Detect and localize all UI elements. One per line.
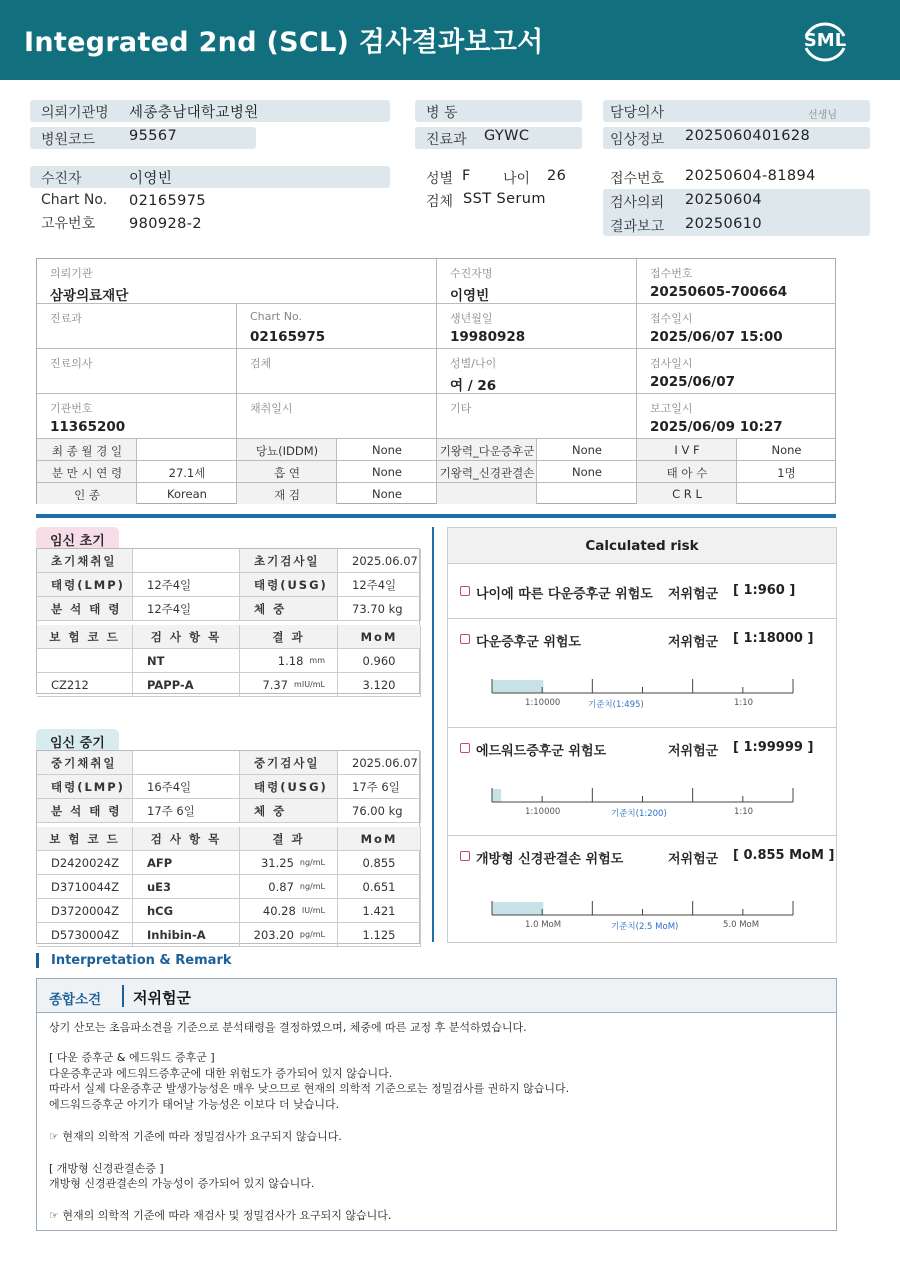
grid-report-dt-value: 2025/06/09 10:27 xyxy=(650,419,783,435)
grid-test-date-label: 검사일시 xyxy=(650,357,693,370)
trimester-cell: 2025.06.07 xyxy=(338,549,421,573)
req-label: 검사의뢰 xyxy=(610,195,665,211)
axis-reference-label: 기준치(1:495) xyxy=(588,700,644,710)
risk-group: 저위험군 xyxy=(668,635,719,650)
grid-smallcell xyxy=(337,439,437,461)
trimester-cell: 초기채취일 xyxy=(37,549,133,573)
insurance-code: CZ212 xyxy=(37,673,133,697)
grid-smallcell xyxy=(637,439,737,461)
grid-smallcell xyxy=(337,483,437,504)
risk-value: [ 1:960 ] xyxy=(733,583,796,598)
test-result xyxy=(240,899,338,923)
cell-test-date xyxy=(637,349,836,394)
cell-draw xyxy=(237,394,437,439)
grid-smallcell xyxy=(537,483,637,504)
grid-patient-value: 이영빈 xyxy=(450,288,490,304)
grid-smallcell-text: 분 만 시 연 령 xyxy=(51,466,123,480)
remark-line: 따라서 실제 다운증후군 발생가능성은 매우 낮으므로 현재의 의학적 기준으로는 정밀검사를 권하지 않습니다. xyxy=(49,1082,570,1095)
grid-smallcell xyxy=(737,483,836,504)
report-label: 결과보고 xyxy=(610,219,665,235)
trimester-head-cell: 보 험 코 드 xyxy=(37,625,133,649)
trimester-cell: 73.70 kg xyxy=(338,597,421,621)
remark-head xyxy=(37,979,836,1013)
grid-doctor-label: 진료의사 xyxy=(50,357,93,370)
test-name: uE3 xyxy=(133,875,240,899)
trimester-cell: 17주 6일 xyxy=(133,799,240,823)
grid-smallcell-text: None xyxy=(371,443,402,457)
patient-pill xyxy=(30,166,390,188)
test-result xyxy=(240,851,338,875)
grid-smallcell xyxy=(637,461,737,483)
vertical-divider xyxy=(432,527,434,942)
risk-bar-fill xyxy=(492,680,543,693)
grid-smallcell xyxy=(537,439,637,461)
risk-section xyxy=(448,728,836,836)
trimester-head-cell: 검 사 항 목 xyxy=(133,625,240,649)
remark-head-value: 저위험군 xyxy=(133,989,191,1007)
grid-birth-label: 생년월일 xyxy=(450,312,493,325)
trimester-cell: 중기채취일 xyxy=(37,751,133,775)
risk-section xyxy=(448,619,836,728)
grid-smallcell xyxy=(437,483,537,504)
remark-line: [ 다운 증후군 & 에드워드 증후군 ] xyxy=(49,1051,215,1064)
patient-label: 수진자 xyxy=(41,171,82,187)
id-label: 고유번호 xyxy=(41,216,96,232)
risk-value: [ 1:18000 ] xyxy=(733,631,814,646)
trimester-head-cell: 검 사 항 목 xyxy=(133,827,240,851)
trimester-cell: 태령(USG) xyxy=(240,775,338,799)
grid-sexage-value: 여 / 26 xyxy=(450,378,497,394)
grid-smallcell xyxy=(237,461,337,483)
trimester-cell: 12주4일 xyxy=(133,597,240,621)
risk-name: 나이에 따른 다운증후군 위험도 xyxy=(476,587,653,602)
trimester-cell xyxy=(133,751,240,775)
grid-smallcell-text: None xyxy=(771,443,802,457)
grid-smallcell-text: 태 아 수 xyxy=(666,466,708,480)
grid-birth-value: 19980928 xyxy=(450,329,526,345)
test-result xyxy=(240,649,338,673)
risk-group: 저위험군 xyxy=(668,587,719,602)
mom-value: 0.960 xyxy=(338,649,421,673)
grid-inst-no-value: 11365200 xyxy=(50,419,126,435)
hospital-value: 세종충남대학교병원 xyxy=(129,105,259,121)
grid-smallcell-text: 당뇨(IDDM) xyxy=(255,444,319,458)
trimester-cell: 초기검사일 xyxy=(240,549,338,573)
trimester-cell: 76.00 kg xyxy=(338,799,421,823)
axis-reference-label: 기준치(2.5 MoM) xyxy=(611,922,679,932)
grid-smallcell xyxy=(37,439,137,461)
axis-left-label: 1.0 MoM xyxy=(525,920,562,930)
mom-value: 3.120 xyxy=(338,673,421,697)
result-value: 7.37 xyxy=(262,677,289,692)
grid-smallcell-text: 27.1세 xyxy=(168,466,206,480)
grid-smallcell xyxy=(737,439,836,461)
test-name: AFP xyxy=(133,851,240,875)
checkbox-icon xyxy=(460,634,470,644)
mom-value: 0.651 xyxy=(338,875,421,899)
hospital-label: 의뢰기관명 xyxy=(41,105,109,121)
trimester-cell: 12주4일 xyxy=(338,573,421,597)
risk-value: [ 0.855 MoM ] xyxy=(733,848,835,863)
grid-smallcell-text: 재 검 xyxy=(274,488,300,502)
section-divider xyxy=(36,514,836,518)
trimester-cell: 중기검사일 xyxy=(240,751,338,775)
result-unit: mIU/mL xyxy=(294,680,325,689)
grid-smallcell-text: 기왕력_다운증후군 xyxy=(439,444,535,458)
chart-value: 02165975 xyxy=(129,193,207,209)
cell-chart xyxy=(237,304,437,349)
risk-title: Calculated risk xyxy=(448,528,836,564)
grid-smallcell-text: 기왕력_신경관결손 xyxy=(439,466,535,480)
test-result xyxy=(240,923,338,947)
remark-line: ☞ 현재의 의학적 기준에 따라 정밀검사가 요구되지 않습니다. xyxy=(49,1130,342,1143)
risk-bar-fill xyxy=(492,789,501,802)
cell-dept xyxy=(37,304,237,349)
institution-value: 삼광의료재단 xyxy=(50,288,129,304)
remark-head-sep xyxy=(122,985,124,1007)
risk-section xyxy=(448,565,836,619)
clinical-value: 2025060401628 xyxy=(685,128,811,144)
age-label: 나이 xyxy=(503,171,531,187)
id-value: 980928-2 xyxy=(129,216,203,232)
axis-left-label: 1:10000 xyxy=(525,807,561,817)
grid-patient-label: 수진자명 xyxy=(450,267,493,280)
trimester-cell: 17주 6일 xyxy=(338,775,421,799)
test-name: Inhibin-A xyxy=(133,923,240,947)
risk-group: 저위험군 xyxy=(668,744,719,759)
age-value: 26 xyxy=(547,168,567,184)
trimester-head-cell: 보 험 코 드 xyxy=(37,827,133,851)
risk-group: 저위험군 xyxy=(668,852,719,867)
grid-smallcell-text: None xyxy=(571,465,602,479)
cell-receipt-dt xyxy=(637,304,836,349)
trimester-cell: 태령(LMP) xyxy=(37,775,133,799)
grid-smallcell xyxy=(437,461,537,483)
remark-line: 에드워드증후군 아기가 태어날 가능성은 이보다 더 낮습니다. xyxy=(49,1098,340,1111)
grid-smallcell xyxy=(137,439,237,461)
first-trimester-table xyxy=(36,548,420,694)
grid-inst-no-label: 기관번호 xyxy=(50,402,93,415)
dept-label: 진료과 xyxy=(426,132,467,148)
grid-report-dt-label: 보고일시 xyxy=(650,402,693,415)
clinical-label: 임상정보 xyxy=(610,132,665,148)
first-tag: 임신 초기 xyxy=(36,527,119,549)
patient-value: 이영빈 xyxy=(129,171,173,187)
checkbox-icon xyxy=(460,743,470,753)
report-title: Integrated 2nd (SCL) 검사결과보고서 xyxy=(24,27,544,58)
grid-receipt-dt-value: 2025/06/07 15:00 xyxy=(650,329,783,345)
receipt-label: 접수번호 xyxy=(610,171,665,187)
trimester-cell: 16주4일 xyxy=(133,775,240,799)
dept-value: GYWC xyxy=(484,128,530,144)
mom-value: 0.855 xyxy=(338,851,421,875)
code-label: 병원코드 xyxy=(41,132,96,148)
grid-smallcell xyxy=(237,483,337,504)
trimester-cell: 태령(USG) xyxy=(240,573,338,597)
test-result xyxy=(240,673,338,697)
test-name: PAPP-A xyxy=(133,673,240,697)
insurance-code: D2420024Z xyxy=(37,851,133,875)
grid-sexage-label: 성별/나이 xyxy=(450,357,497,370)
insurance-code: D3720004Z xyxy=(37,899,133,923)
grid-smallcell xyxy=(337,461,437,483)
grid-smallcell xyxy=(137,483,237,504)
cell-doctor xyxy=(37,349,237,394)
risk-value: [ 1:99999 ] xyxy=(733,740,814,755)
test-name: hCG xyxy=(133,899,240,923)
trimester-cell xyxy=(133,549,240,573)
receipt-value: 20250604-81894 xyxy=(685,168,816,184)
trimester-cell: 체 중 xyxy=(240,799,338,823)
remark-line: [ 개방형 신경관결손증 ] xyxy=(49,1162,164,1175)
sex-label: 성별 xyxy=(426,171,454,187)
axis-reference-label: 기준치(1:200) xyxy=(611,809,667,819)
result-unit: pg/mL xyxy=(299,930,325,939)
cell-report-dt xyxy=(637,394,836,439)
grid-specimen-label: 검체 xyxy=(250,357,272,370)
doctor-suffix: 선생님 xyxy=(808,110,837,121)
grid-smallcell-text: None xyxy=(371,465,402,479)
grid-smallcell xyxy=(37,483,137,504)
test-name: NT xyxy=(133,649,240,673)
chart-label: Chart No. xyxy=(41,192,108,208)
mom-value: 1.125 xyxy=(338,923,421,947)
risk-section xyxy=(448,836,836,943)
grid-smallcell xyxy=(737,461,836,483)
cell-birth xyxy=(437,304,637,349)
remark-line: ☞ 현재의 의학적 기준에 따라 재검사 및 정밀검사가 요구되지 않습니다. xyxy=(49,1209,392,1222)
grid-smallcell-text: 최 종 월 경 일 xyxy=(51,444,123,458)
trimester-head-cell: MoM xyxy=(338,625,421,649)
grid-smallcell-text: None xyxy=(571,443,602,457)
cell-sexage xyxy=(437,349,637,394)
grid-smallcell xyxy=(37,461,137,483)
checkbox-icon xyxy=(460,586,470,596)
report-header xyxy=(0,0,900,80)
insurance-code: D5730004Z xyxy=(37,923,133,947)
risk-bar xyxy=(491,896,801,916)
grid-chart-value: 02165975 xyxy=(250,329,326,345)
remark-box xyxy=(36,978,837,1231)
grid-receipt-value: 20250605-700664 xyxy=(650,284,788,300)
grid-smallcell-text: C R L xyxy=(672,487,702,501)
req-value: 20250604 xyxy=(685,192,763,208)
grid-smallcell xyxy=(637,483,737,504)
remark-head-label: 종합소견 xyxy=(49,992,102,1008)
specimen-value: SST Serum xyxy=(463,191,546,207)
cell-receipt xyxy=(637,259,836,304)
report-value: 20250610 xyxy=(685,216,763,232)
axis-left-label: 1:10000 xyxy=(525,698,561,708)
risk-name: 개방형 신경관결손 위험도 xyxy=(476,852,624,867)
trimester-cell: 분 석 태 령 xyxy=(37,799,133,823)
trimester-head-cell: MoM xyxy=(338,827,421,851)
trimester-head-cell: 결 과 xyxy=(240,625,338,649)
axis-right-label: 5.0 MoM xyxy=(723,920,760,930)
specimen-label: 검체 xyxy=(426,194,454,210)
grid-smallcell-text: 1명 xyxy=(777,466,796,480)
grid-smallcell xyxy=(437,439,537,461)
sml-logo xyxy=(798,14,852,68)
grid-dept-label: 진료과 xyxy=(50,312,82,325)
sex-value: F xyxy=(462,168,471,184)
mom-value: 1.421 xyxy=(338,899,421,923)
trimester-cell: 태령(LMP) xyxy=(37,573,133,597)
remark-line: 다운증후군과 에드워드증후군에 대한 위험도가 증가되어 있지 않습니다. xyxy=(49,1067,393,1080)
grid-receipt-label: 접수번호 xyxy=(650,267,693,280)
risk-panel xyxy=(447,527,837,943)
trimester-cell: 체 중 xyxy=(240,597,338,621)
grid-smallcell xyxy=(137,461,237,483)
grid-smallcell-text: None xyxy=(371,487,402,501)
result-value: 31.25 xyxy=(260,855,294,870)
remark-line: 개방형 신경관결손의 가능성이 증가되어 있지 않습니다. xyxy=(49,1177,315,1190)
second-tag: 임신 중기 xyxy=(36,729,119,751)
remark-title: Interpretation & Remark xyxy=(36,953,232,968)
axis-right-label: 1:10 xyxy=(734,698,754,708)
result-unit: IU/mL xyxy=(301,906,325,915)
result-value: 203.20 xyxy=(253,927,294,942)
grid-chart-label: Chart No. xyxy=(250,310,302,323)
risk-name: 에드워드증후군 위험도 xyxy=(476,744,607,759)
result-unit: ng/mL xyxy=(299,882,325,891)
trimester-cell: 2025.06.07 xyxy=(338,751,421,775)
axis-right-label: 1:10 xyxy=(734,807,754,817)
grid-smallcell-text: 인 종 xyxy=(74,488,100,502)
cell-patient xyxy=(437,259,637,304)
cell-institution xyxy=(37,259,437,304)
trimester-cell: 12주4일 xyxy=(133,573,240,597)
cell-specimen xyxy=(237,349,437,394)
grid-smallcell-text: Korean xyxy=(167,487,207,501)
cell-etc xyxy=(437,394,637,439)
second-trimester-table xyxy=(36,750,420,944)
risk-name: 다운증후군 위험도 xyxy=(476,635,581,650)
insurance-code: D3710044Z xyxy=(37,875,133,899)
grid-smallcell xyxy=(237,439,337,461)
insurance-code xyxy=(37,649,133,673)
remark-line: 상기 산모는 초음파소견을 기준으로 분석태령을 결정하였으며, 체중에 따른 교정 후 분석하였습니다. xyxy=(49,1021,527,1034)
institution-label: 의뢰기관 xyxy=(50,267,93,280)
grid-test-date-value: 2025/06/07 xyxy=(650,374,736,390)
grid-receipt-dt-label: 접수일시 xyxy=(650,312,693,325)
trimester-head-cell: 결 과 xyxy=(240,827,338,851)
grid-smallcell-text: 흡 연 xyxy=(274,466,300,480)
grid-smallcell xyxy=(537,461,637,483)
result-unit: ng/mL xyxy=(299,858,325,867)
logo-text: SML xyxy=(803,30,847,51)
result-unit: mm xyxy=(309,656,325,665)
code-value: 95567 xyxy=(129,128,178,144)
doctor-label: 담당의사 xyxy=(610,105,665,121)
result-value: 40.28 xyxy=(262,903,296,918)
ward-label: 병 동 xyxy=(426,105,458,121)
grid-etc-label: 기타 xyxy=(450,402,472,415)
result-value: 1.18 xyxy=(277,653,304,668)
trimester-cell: 분 석 태 령 xyxy=(37,597,133,621)
risk-bar-fill xyxy=(492,902,543,915)
patient-grid xyxy=(36,258,836,504)
cell-inst-no xyxy=(37,394,237,439)
grid-smallcell-text: I V F xyxy=(674,443,700,457)
grid-draw-label: 채취일시 xyxy=(250,402,293,415)
risk-bar xyxy=(491,674,801,694)
checkbox-icon xyxy=(460,851,470,861)
risk-bar xyxy=(491,783,801,803)
result-value: 0.87 xyxy=(268,879,294,894)
test-result xyxy=(240,875,338,899)
